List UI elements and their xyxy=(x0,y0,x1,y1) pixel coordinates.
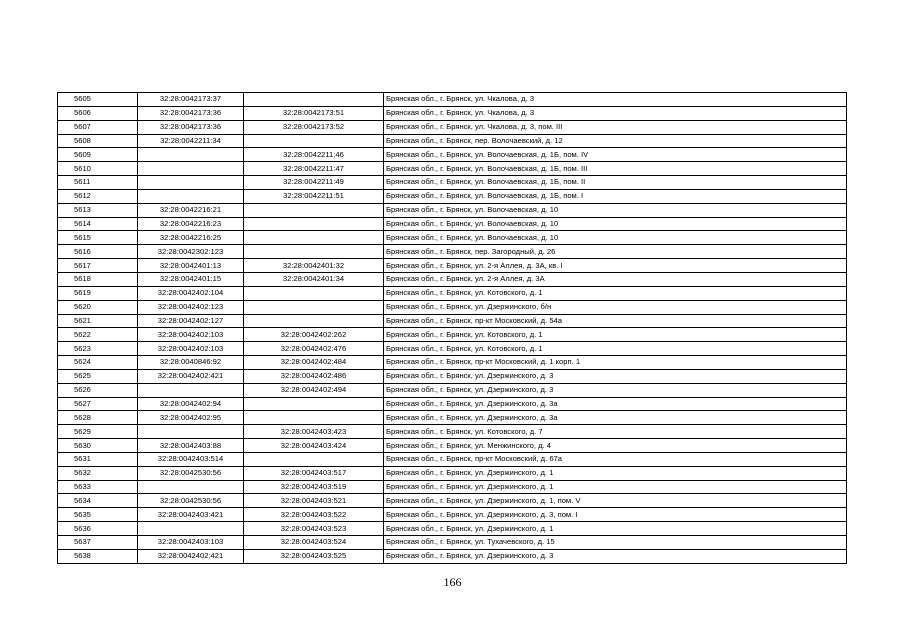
record-number-cell: 5623 xyxy=(58,342,138,356)
cadastral-number-cell: 32:28:0042402:94 xyxy=(138,397,244,411)
table-row xyxy=(58,397,847,411)
table-row xyxy=(58,217,847,231)
premises-cadastral-number-cell: 32:28:0042401:32 xyxy=(244,259,384,273)
address-cell: Брянская обл., г. Брянск, пер. Волочаевский, д. 12 xyxy=(384,134,847,148)
table-row xyxy=(58,93,847,107)
record-number-cell: 5614 xyxy=(58,217,138,231)
cadastral-number-cell: 32:28:0042401:15 xyxy=(138,272,244,286)
address-cell: Брянская обл., г. Брянск, ул. 2-я Аллея, д. 3А, кв. I xyxy=(384,259,847,273)
cadastral-number-cell: 32:28:0042401:13 xyxy=(138,259,244,273)
table-row xyxy=(58,148,847,162)
record-number-cell: 5621 xyxy=(58,314,138,328)
table-row xyxy=(58,162,847,176)
cadastral-number-cell xyxy=(138,176,244,190)
premises-cadastral-number-cell: 32:28:0042403:519 xyxy=(244,480,384,494)
address-cell: Брянская обл., г. Брянск, ул. Дзержинского, д. 3а xyxy=(384,411,847,425)
cadastral-number-cell: 32:28:0042173:37 xyxy=(138,93,244,107)
property-register-table xyxy=(57,92,847,564)
cadastral-number-cell: 32:28:0042403:88 xyxy=(138,439,244,453)
address-cell: Брянская обл., г. Брянск, ул. Дзержинского, д. 3 xyxy=(384,549,847,563)
premises-cadastral-number-cell: 32:28:0042173:52 xyxy=(244,120,384,134)
cadastral-number-cell: 32:28:0040846:92 xyxy=(138,356,244,370)
address-cell: Брянская обл., г. Брянск, пр-кт Московский, д. 54а xyxy=(384,314,847,328)
address-cell: Брянская обл., г. Брянск, ул. Дзержинского, д. 1 xyxy=(384,480,847,494)
record-number-cell: 5612 xyxy=(58,189,138,203)
address-cell: Брянская обл., г. Брянск, ул. Дзержинского, д. 3а xyxy=(384,397,847,411)
address-cell: Брянская обл., г. Брянск, ул. Дзержинского, д. 1 xyxy=(384,522,847,536)
table-row xyxy=(58,259,847,273)
cadastral-number-cell: 32:28:0042530:56 xyxy=(138,494,244,508)
table-row xyxy=(58,452,847,466)
table-row xyxy=(58,231,847,245)
record-number-cell: 5632 xyxy=(58,466,138,480)
table-row xyxy=(58,314,847,328)
address-cell: Брянская обл., г. Брянск, ул. Котовского, д. 1 xyxy=(384,286,847,300)
table-row xyxy=(58,369,847,383)
address-cell: Брянская обл., г. Брянск, ул. Менжинского, д. 4 xyxy=(384,439,847,453)
address-cell: Брянская обл., г. Брянск, ул. 2-я Аллея, д. 3А xyxy=(384,272,847,286)
cadastral-number-cell: 32:28:0042402:103 xyxy=(138,328,244,342)
record-number-cell: 5619 xyxy=(58,286,138,300)
cadastral-number-cell: 32:28:0042402:123 xyxy=(138,300,244,314)
table-row xyxy=(58,439,847,453)
table-row xyxy=(58,106,847,120)
record-number-cell: 5637 xyxy=(58,536,138,550)
cadastral-number-cell xyxy=(138,189,244,203)
cadastral-number-cell: 32:28:0042402:103 xyxy=(138,342,244,356)
address-cell: Брянская обл., г. Брянск, пер. Загородный, д. 26 xyxy=(384,245,847,259)
address-cell: Брянская обл., г. Брянск, ул. Котовского, д. 1 xyxy=(384,328,847,342)
table-row xyxy=(58,425,847,439)
record-number-cell: 5627 xyxy=(58,397,138,411)
table-row xyxy=(58,245,847,259)
address-cell: Брянская обл., г. Брянск, пр-кт Московский, д. 67а xyxy=(384,452,847,466)
premises-cadastral-number-cell xyxy=(244,314,384,328)
table-row xyxy=(58,134,847,148)
address-cell: Брянская обл., г. Брянск, пр-кт Московский, д. 1 корп. 1 xyxy=(384,356,847,370)
address-cell: Брянская обл., г. Брянск, ул. Дзержинского, д. 3 xyxy=(384,383,847,397)
record-number-cell: 5617 xyxy=(58,259,138,273)
table-row xyxy=(58,120,847,134)
address-cell: Брянская обл., г. Брянск, ул. Волочаевская, д. 10 xyxy=(384,231,847,245)
record-number-cell: 5633 xyxy=(58,480,138,494)
record-number-cell: 5608 xyxy=(58,134,138,148)
premises-cadastral-number-cell xyxy=(244,231,384,245)
cadastral-number-cell xyxy=(138,148,244,162)
table-row xyxy=(58,508,847,522)
cadastral-number-cell: 32:28:0042402:421 xyxy=(138,369,244,383)
record-number-cell: 5622 xyxy=(58,328,138,342)
table-row xyxy=(58,176,847,190)
record-number-cell: 5634 xyxy=(58,494,138,508)
cadastral-number-cell: 32:28:0042402:95 xyxy=(138,411,244,425)
table-row xyxy=(58,203,847,217)
address-cell: Брянская обл., г. Брянск, ул. Чкалова, д. 3 xyxy=(384,93,847,107)
cadastral-number-cell xyxy=(138,480,244,494)
address-cell: Брянская обл., г. Брянск, ул. Волочаевская, д. 1Б, пом. I xyxy=(384,189,847,203)
record-number-cell: 5624 xyxy=(58,356,138,370)
record-number-cell: 5628 xyxy=(58,411,138,425)
premises-cadastral-number-cell xyxy=(244,300,384,314)
record-number-cell: 5616 xyxy=(58,245,138,259)
premises-cadastral-number-cell: 32:28:0042403:525 xyxy=(244,549,384,563)
record-number-cell: 5610 xyxy=(58,162,138,176)
cadastral-number-cell: 32:28:0042173:36 xyxy=(138,120,244,134)
premises-cadastral-number-cell: 32:28:0042403:524 xyxy=(244,536,384,550)
record-number-cell: 5629 xyxy=(58,425,138,439)
cadastral-number-cell: 32:28:0042402:104 xyxy=(138,286,244,300)
address-cell: Брянская обл., г. Брянск, ул. Дзержинского, д. 1 xyxy=(384,466,847,480)
cadastral-number-cell xyxy=(138,383,244,397)
record-number-cell: 5605 xyxy=(58,93,138,107)
table-row xyxy=(58,189,847,203)
address-cell: Брянская обл., г. Брянск, ул. Чкалова, д. 3 xyxy=(384,106,847,120)
address-cell: Брянская обл., г. Брянск, ул. Волочаевская, д. 1Б, пом. II xyxy=(384,176,847,190)
address-cell: Брянская обл., г. Брянск, ул. Дзержинского, б/н xyxy=(384,300,847,314)
premises-cadastral-number-cell xyxy=(244,93,384,107)
premises-cadastral-number-cell: 32:28:0042401:34 xyxy=(244,272,384,286)
cadastral-number-cell: 32:28:0042403:514 xyxy=(138,452,244,466)
record-number-cell: 5618 xyxy=(58,272,138,286)
table-row xyxy=(58,286,847,300)
record-number-cell: 5636 xyxy=(58,522,138,536)
premises-cadastral-number-cell: 32:28:0042403:522 xyxy=(244,508,384,522)
record-number-cell: 5606 xyxy=(58,106,138,120)
premises-cadastral-number-cell xyxy=(244,411,384,425)
table-row xyxy=(58,356,847,370)
premises-cadastral-number-cell: 32:28:0042403:521 xyxy=(244,494,384,508)
table-row xyxy=(58,480,847,494)
table-row xyxy=(58,272,847,286)
cadastral-number-cell xyxy=(138,162,244,176)
cadastral-number-cell: 32:28:0042216:23 xyxy=(138,217,244,231)
page-number: 166 xyxy=(443,575,462,589)
record-number-cell: 5620 xyxy=(58,300,138,314)
record-number-cell: 5609 xyxy=(58,148,138,162)
cadastral-number-cell: 32:28:0042403:103 xyxy=(138,536,244,550)
record-number-cell: 5630 xyxy=(58,439,138,453)
address-cell: Брянская обл., г. Брянск, ул. Чкалова, д. 3, пом. III xyxy=(384,120,847,134)
record-number-cell: 5638 xyxy=(58,549,138,563)
address-cell: Брянская обл., г. Брянск, ул. Тухачевского, д. 15 xyxy=(384,536,847,550)
table-row xyxy=(58,342,847,356)
premises-cadastral-number-cell: 32:28:0042402:494 xyxy=(244,383,384,397)
address-cell: Брянская обл., г. Брянск, ул. Дзержинского, д. 1, пом. V xyxy=(384,494,847,508)
premises-cadastral-number-cell: 32:28:0042403:423 xyxy=(244,425,384,439)
premises-cadastral-number-cell xyxy=(244,452,384,466)
table-row xyxy=(58,466,847,480)
premises-cadastral-number-cell xyxy=(244,203,384,217)
premises-cadastral-number-cell xyxy=(244,134,384,148)
cadastral-number-cell: 32:28:0042173:36 xyxy=(138,106,244,120)
table-row xyxy=(58,536,847,550)
address-cell: Брянская обл., г. Брянск, ул. Дзержинского, д. 3 xyxy=(384,369,847,383)
record-number-cell: 5631 xyxy=(58,452,138,466)
cadastral-number-cell: 32:28:0042216:21 xyxy=(138,203,244,217)
cadastral-number-cell: 32:28:0042403:421 xyxy=(138,508,244,522)
premises-cadastral-number-cell: 32:28:0042403:424 xyxy=(244,439,384,453)
premises-cadastral-number-cell: 32:28:0042211:51 xyxy=(244,189,384,203)
premises-cadastral-number-cell xyxy=(244,397,384,411)
address-cell: Брянская обл., г. Брянск, ул. Волочаевская, д. 1Б, пом. III xyxy=(384,162,847,176)
address-cell: Брянская обл., г. Брянск, ул. Волочаевская, д. 1Б, пом. IV xyxy=(384,148,847,162)
record-number-cell: 5611 xyxy=(58,176,138,190)
address-cell: Брянская обл., г. Брянск, ул. Волочаевская, д. 10 xyxy=(384,203,847,217)
table-row xyxy=(58,549,847,563)
premises-cadastral-number-cell xyxy=(244,286,384,300)
record-number-cell: 5625 xyxy=(58,369,138,383)
record-number-cell: 5613 xyxy=(58,203,138,217)
address-cell: Брянская обл., г. Брянск, ул. Дзержинского, д. 3, пом. I xyxy=(384,508,847,522)
premises-cadastral-number-cell: 32:28:0042173:51 xyxy=(244,106,384,120)
cadastral-number-cell: 32:28:0042402:127 xyxy=(138,314,244,328)
address-cell: Брянская обл., г. Брянск, ул. Котовского, д. 7 xyxy=(384,425,847,439)
premises-cadastral-number-cell: 32:28:0042402:476 xyxy=(244,342,384,356)
table-row xyxy=(58,383,847,397)
record-number-cell: 5615 xyxy=(58,231,138,245)
premises-cadastral-number-cell: 32:28:0042211:46 xyxy=(244,148,384,162)
register-table-body xyxy=(58,93,847,564)
cadastral-number-cell xyxy=(138,425,244,439)
premises-cadastral-number-cell: 32:28:0042402:484 xyxy=(244,356,384,370)
premises-cadastral-number-cell xyxy=(244,245,384,259)
table-row xyxy=(58,328,847,342)
premises-cadastral-number-cell: 32:28:0042403:517 xyxy=(244,466,384,480)
premises-cadastral-number-cell xyxy=(244,217,384,231)
record-number-cell: 5607 xyxy=(58,120,138,134)
cadastral-number-cell: 32:28:0042402:421 xyxy=(138,549,244,563)
address-cell: Брянская обл., г. Брянск, ул. Котовского, д. 1 xyxy=(384,342,847,356)
cadastral-number-cell xyxy=(138,522,244,536)
address-cell: Брянская обл., г. Брянск, ул. Волочаевская, д. 10 xyxy=(384,217,847,231)
premises-cadastral-number-cell: 32:28:0042403:523 xyxy=(244,522,384,536)
table-row xyxy=(58,522,847,536)
cadastral-number-cell: 32:28:0042530:56 xyxy=(138,466,244,480)
cadastral-number-cell: 32:28:0042302:123 xyxy=(138,245,244,259)
record-number-cell: 5626 xyxy=(58,383,138,397)
table-row xyxy=(58,300,847,314)
premises-cadastral-number-cell: 32:28:0042211:49 xyxy=(244,176,384,190)
cadastral-number-cell: 32:28:0042216:25 xyxy=(138,231,244,245)
premises-cadastral-number-cell: 32:28:0042211:47 xyxy=(244,162,384,176)
table-row xyxy=(58,411,847,425)
record-number-cell: 5635 xyxy=(58,508,138,522)
table-row xyxy=(58,494,847,508)
premises-cadastral-number-cell: 32:28:0042402:262 xyxy=(244,328,384,342)
premises-cadastral-number-cell: 32:28:0042402:486 xyxy=(244,369,384,383)
cadastral-number-cell: 32:28:0042211:34 xyxy=(138,134,244,148)
